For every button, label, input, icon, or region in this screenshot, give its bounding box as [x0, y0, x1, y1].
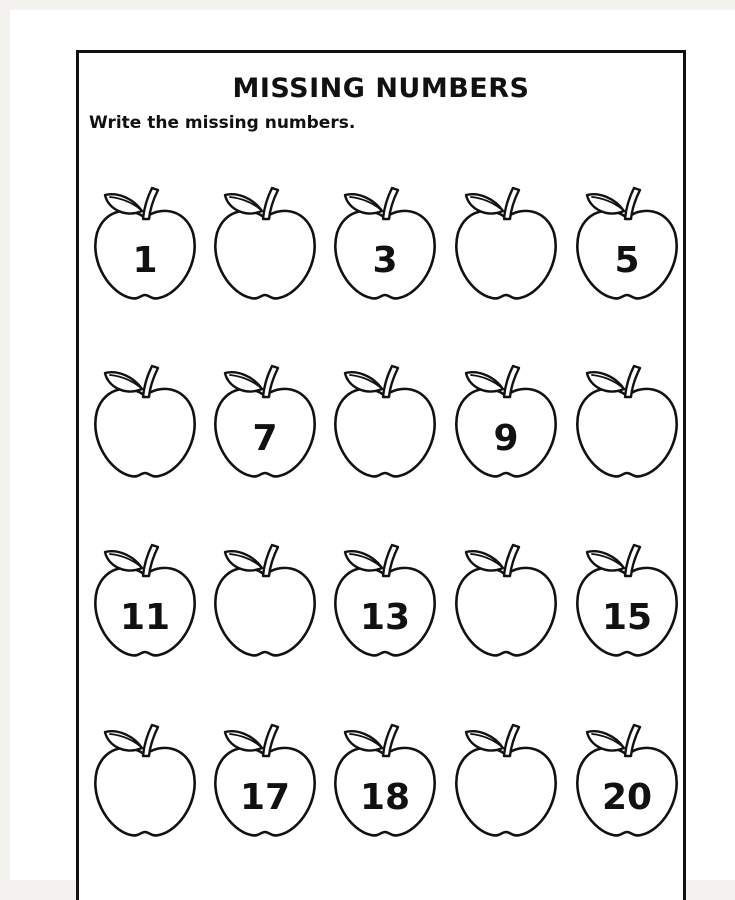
apple-number: 18	[359, 777, 411, 818]
apple-card	[573, 356, 681, 486]
apple-number: 13	[359, 597, 411, 638]
apple-number: 11	[119, 597, 171, 638]
apple-card	[331, 535, 439, 665]
apple-number: 1	[132, 240, 158, 281]
worksheet-page	[10, 10, 735, 880]
apple-card	[573, 178, 681, 308]
apple-card	[573, 535, 681, 665]
worksheet-frame	[76, 50, 686, 900]
apple-blank	[91, 775, 199, 821]
apple-number: 3	[372, 240, 398, 281]
apple-number: 5	[614, 240, 640, 281]
apple-number: 17	[239, 777, 291, 818]
apple-card	[211, 356, 319, 486]
apple-card	[452, 535, 560, 665]
apple-card	[211, 535, 319, 665]
apple-number: 15	[601, 597, 653, 638]
apple-card	[211, 715, 319, 845]
apple-blank	[331, 416, 439, 462]
apple-card	[331, 715, 439, 845]
apple-number: 20	[601, 777, 653, 818]
apple-blank	[452, 775, 560, 821]
apple-card	[573, 715, 681, 845]
apple-number: 9	[493, 418, 519, 459]
apple-card	[91, 356, 199, 486]
apple-card	[452, 178, 560, 308]
apple-card	[331, 178, 439, 308]
apple-blank	[452, 238, 560, 284]
apple-blank	[211, 595, 319, 641]
apple-card	[91, 715, 199, 845]
worksheet-instruction: Write the missing numbers.	[89, 113, 356, 133]
apple-blank	[211, 238, 319, 284]
apple-card	[452, 715, 560, 845]
apple-card	[91, 178, 199, 308]
apple-card	[91, 535, 199, 665]
apple-card	[452, 356, 560, 486]
apple-card	[211, 178, 319, 308]
apple-card	[331, 356, 439, 486]
apple-blank	[573, 416, 681, 462]
apple-blank	[452, 595, 560, 641]
worksheet-title: MISSING NUMBERS	[232, 73, 530, 104]
apple-number: 7	[252, 418, 278, 459]
apple-blank	[91, 416, 199, 462]
